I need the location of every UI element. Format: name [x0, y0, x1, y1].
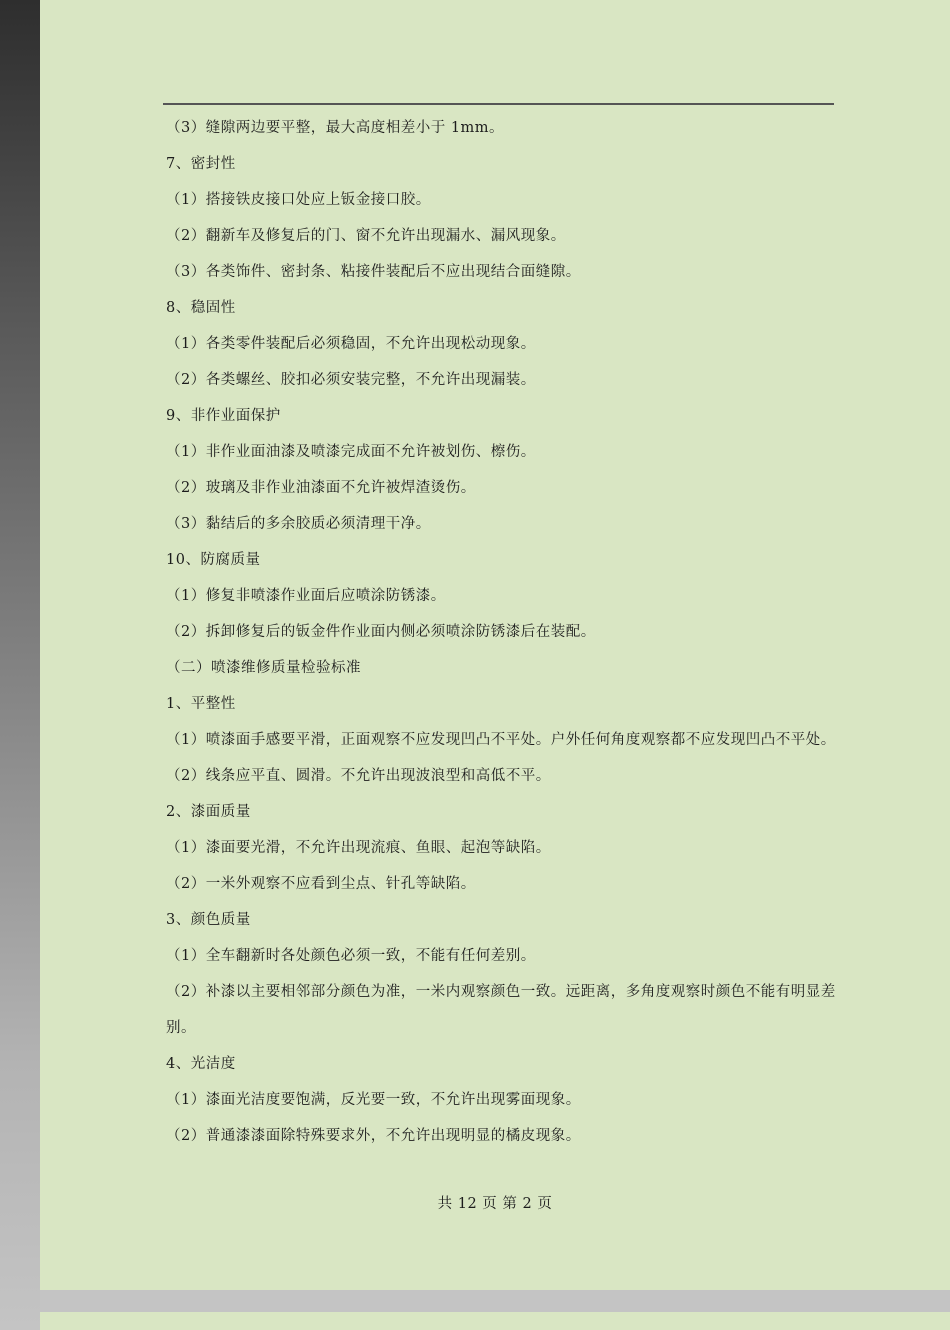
text-line: （1）修复非喷漆作业面后应喷涂防锈漆。: [166, 588, 446, 604]
text-line: （1）喷漆面手感要平滑，正面观察不应发现凹凸不平处。户外任何角度观察都不应发现凹凸不平处。: [166, 732, 836, 748]
text-line: （1）搭接铁皮接口处应上钣金接口胶。: [166, 192, 431, 208]
next-page-edge: [40, 1312, 950, 1330]
text-line: （3）各类饰件、密封条、粘接件装配后不应出现结合面缝隙。: [166, 264, 581, 280]
text-line: （3）缝隙两边要平整，最大高度相差小于 1mm。: [166, 120, 505, 136]
text-line: （1）漆面光洁度要饱满，反光要一致，不允许出现雾面现象。: [166, 1092, 581, 1108]
section-heading: 4、光洁度: [166, 1056, 236, 1072]
text-line: （2）普通漆漆面除特殊要求外，不允许出现明显的橘皮现象。: [166, 1128, 581, 1144]
page-body: [166, 110, 836, 1154]
text-line: （1）漆面要光滑，不允许出现流痕、鱼眼、起泡等缺陷。: [166, 840, 551, 856]
text-line: （2）拆卸修复后的钣金件作业面内侧必须喷涂防锈漆后在装配。: [166, 624, 596, 640]
text-line: （2）翻新车及修复后的门、窗不允许出现漏水、漏风现象。: [166, 228, 566, 244]
text-line: （1）全车翻新时各处颜色必须一致，不能有任何差别。: [166, 948, 536, 964]
section-heading: 1、平整性: [166, 696, 236, 712]
text-line: （3）黏结后的多余胶质必须清理干净。: [166, 516, 431, 532]
section-heading: 7、密封性: [166, 156, 236, 172]
text-line: （2）玻璃及非作业油漆面不允许被焊渣烫伤。: [166, 480, 476, 496]
text-line: （2）一米外观察不应看到尘点、针孔等缺陷。: [166, 876, 476, 892]
viewer-left-scroll-shadow: [0, 0, 40, 1330]
section-heading: 8、稳固性: [166, 300, 236, 316]
chapter-heading: （二）喷漆维修质量检验标准: [166, 660, 361, 676]
section-heading: 2、漆面质量: [166, 804, 251, 820]
text-line: （1）各类零件装配后必须稳固，不允许出现松动现象。: [166, 336, 536, 352]
text-line: （2）各类螺丝、胶扣必须安装完整，不允许出现漏装。: [166, 372, 536, 388]
document-page: [40, 0, 950, 1290]
text-line: （1）非作业面油漆及喷漆完成面不允许被划伤、檫伤。: [166, 444, 536, 460]
text-line: （2）补漆以主要相邻部分颜色为准，一米内观察颜色一致。远距离，多角度观察时颜色不能有明显差别。: [166, 984, 836, 1036]
section-heading: 9、非作业面保护: [166, 408, 281, 424]
section-heading: 10、防腐质量: [166, 552, 261, 568]
text-line: （2）线条应平直、圆滑。不允许出现波浪型和高低不平。: [166, 768, 551, 784]
page-footer: 共 12 页 第 2 页: [437, 1196, 553, 1212]
section-heading: 3、颜色质量: [166, 912, 251, 928]
header-rule: [163, 103, 834, 105]
